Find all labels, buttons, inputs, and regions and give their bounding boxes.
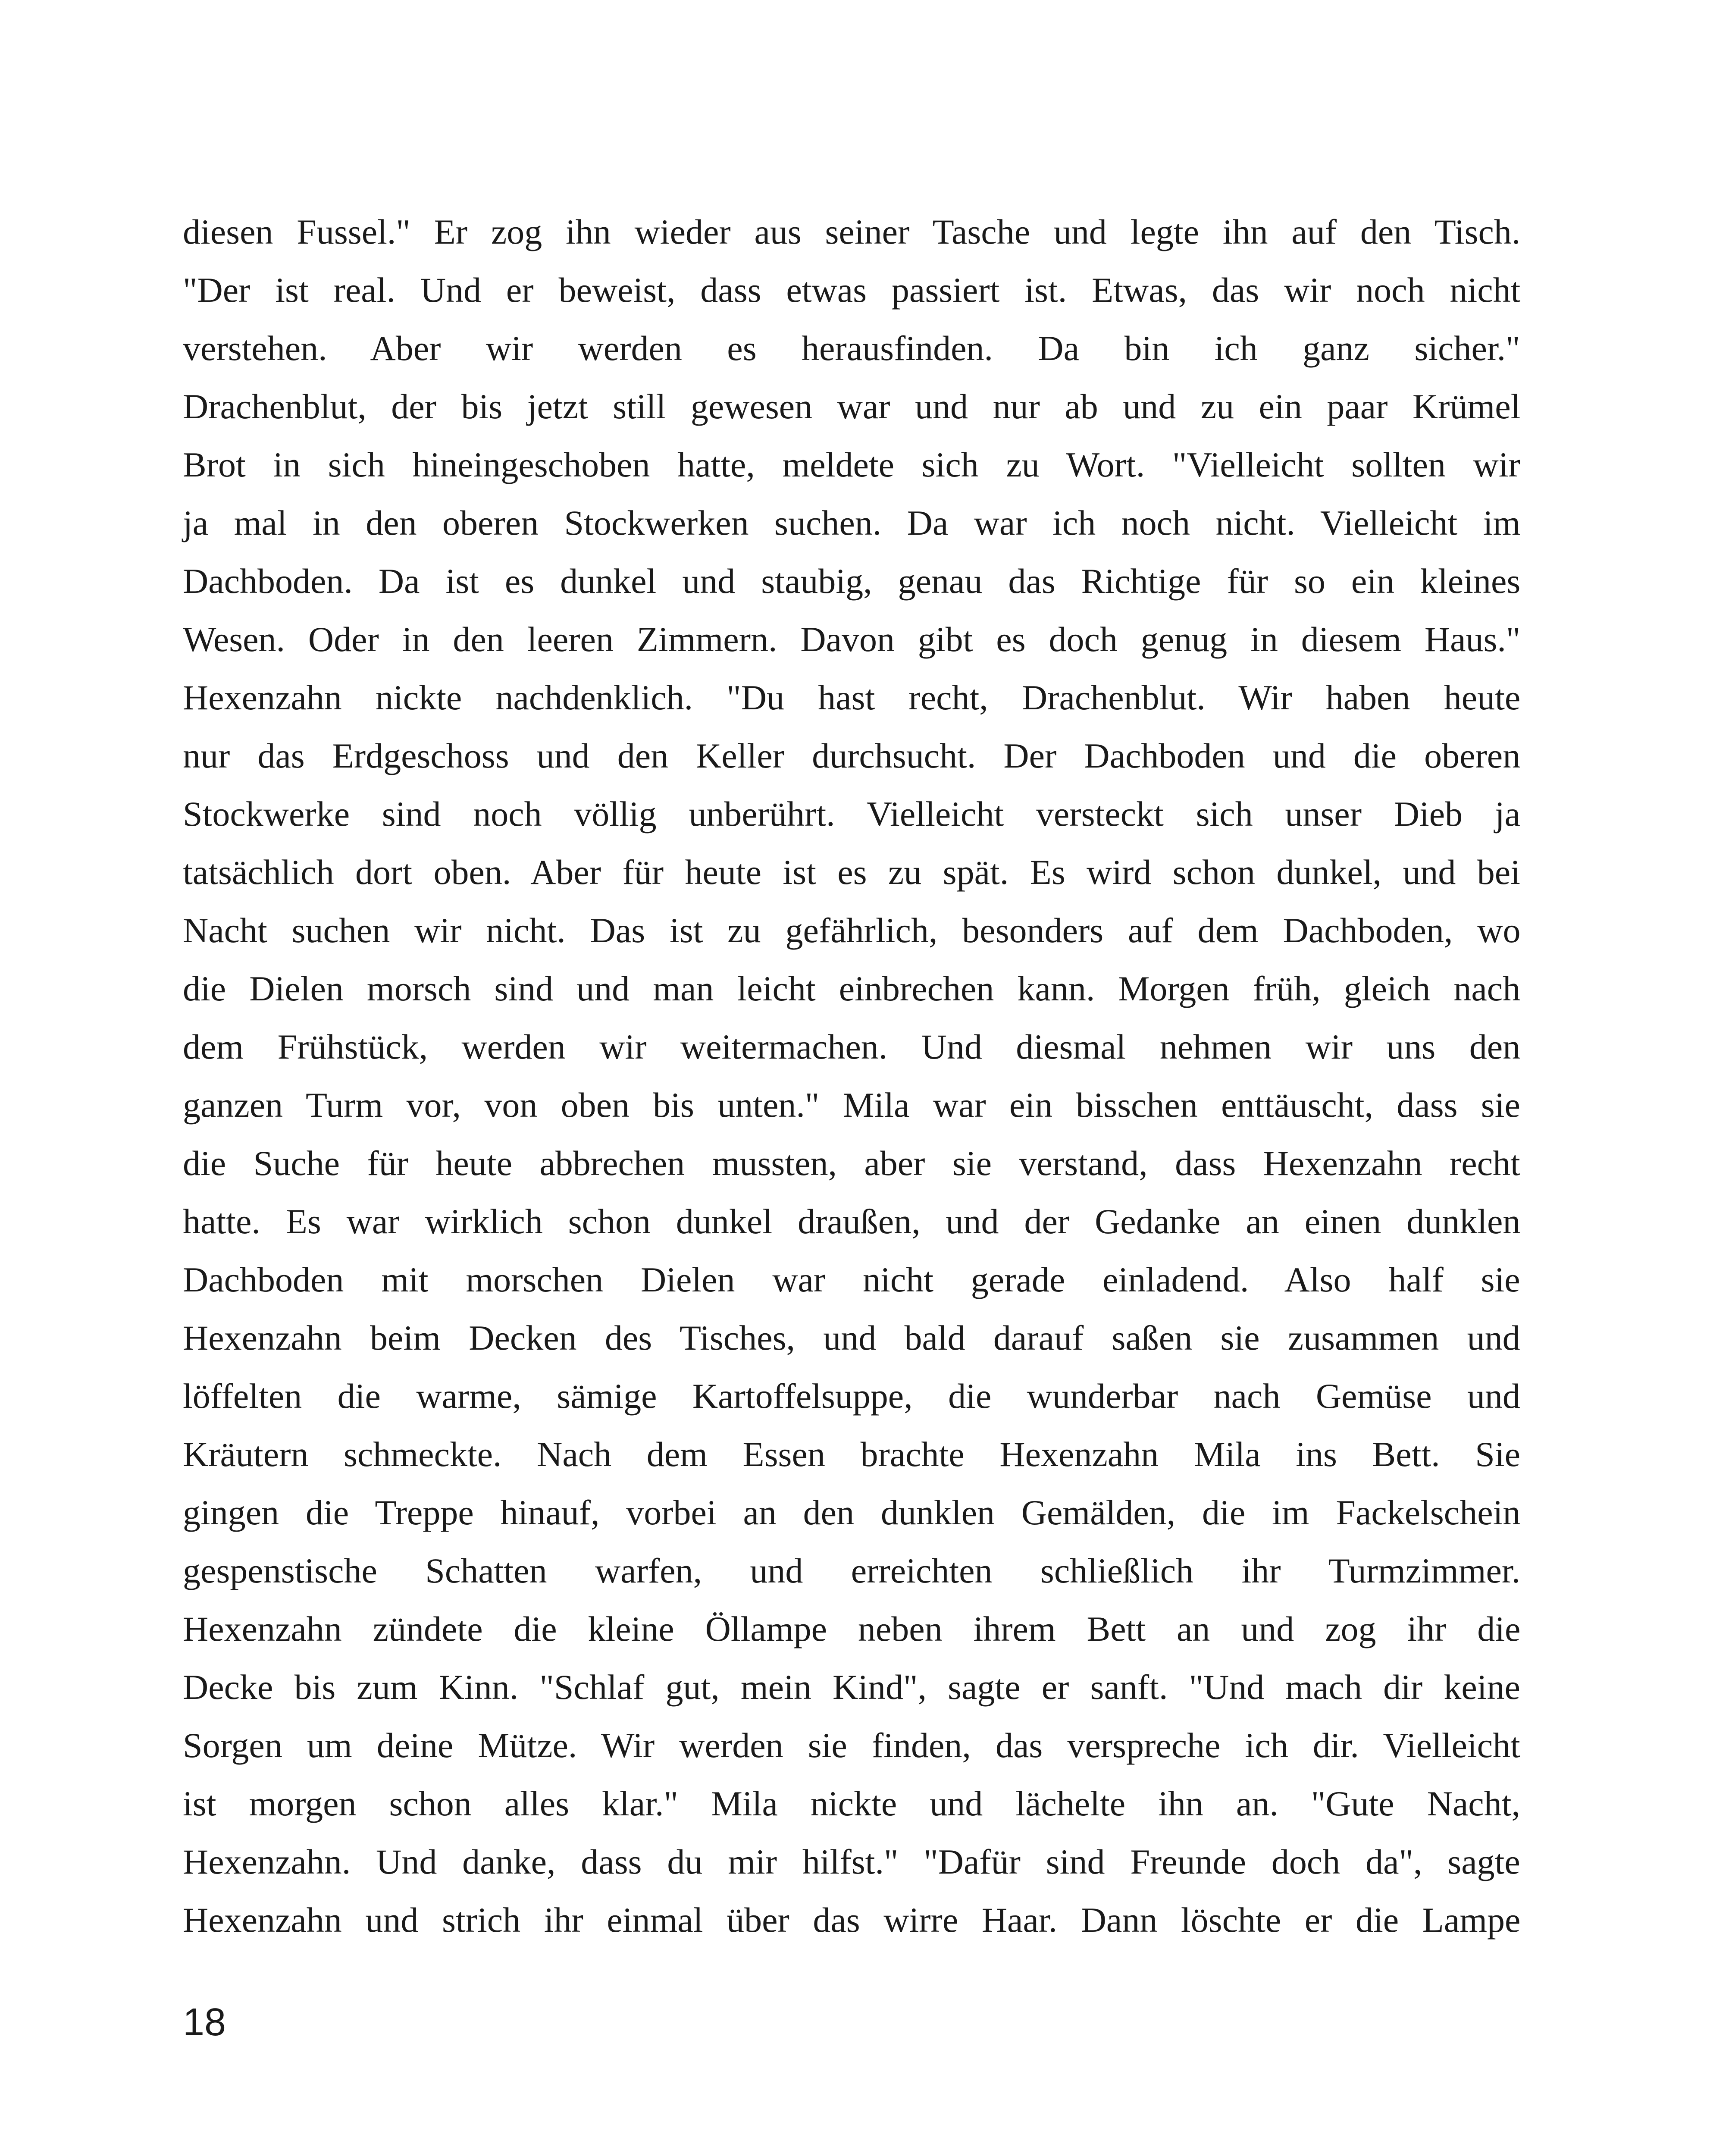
text-line: Hexenzahn und strich ihr einmal über das wirre Haar. Dann löschte er die Lampe — [183, 1900, 1521, 1940]
text-line: "Der ist real. Und er beweist, dass etwas passiert ist. Etwas, das wir noch nicht — [183, 270, 1521, 310]
text-line: löffelten die warme, sämige Kartoffelsuppe, die wunderbar nach Gemüse und — [183, 1376, 1520, 1416]
text-line: gespenstische Schatten warfen, und erreichten schließlich ihr Turmzimmer. — [183, 1551, 1521, 1590]
text-line: Sorgen um deine Mütze. Wir werden sie finden, das verspreche ich dir. Vielleicht — [183, 1726, 1520, 1765]
body-text — [183, 203, 1520, 1949]
text-line: Stockwerke sind noch völlig unberührt. Vielleicht versteckt sich unser Dieb ja — [183, 794, 1520, 834]
text-line: Dachboden. Da ist es dunkel und staubig, genau das Richtige für so ein kleines — [183, 561, 1521, 601]
text-line: Hexenzahn zündete die kleine Öllampe neben ihrem Bett an und zog ihr die — [183, 1609, 1521, 1648]
text-line: diesen Fussel." Er zog ihn wieder aus seiner Tasche und legte ihn auf den Tisch. — [183, 212, 1521, 251]
text-line: Decke bis zum Kinn. "Schlaf gut, mein Kind", sagte er sanft. "Und mach dir keine — [183, 1667, 1520, 1707]
text-line: ja mal in den oberen Stockwerken suchen. Da war ich noch nicht. Vielleicht im — [183, 503, 1521, 542]
text-line: Hexenzahn beim Decken des Tisches, und bald darauf saßen sie zusammen und — [183, 1318, 1520, 1357]
text-line: gingen die Treppe hinauf, vorbei an den dunklen Gemälden, die im Fackelschein — [183, 1493, 1521, 1532]
text-line: Nacht suchen wir nicht. Das ist zu gefährlich, besonders auf dem Dachboden, wo — [183, 911, 1521, 950]
text-line: verstehen. Aber wir werden es herausfinden. Da bin ich ganz sicher." — [183, 329, 1520, 368]
text-line: hatte. Es war wirklich schon dunkel draußen, und der Gedanke an einen dunklen — [183, 1202, 1521, 1241]
text-line: dem Frühstück, werden wir weitermachen. Und diesmal nehmen wir uns den — [183, 1027, 1521, 1066]
text-line: Kräutern schmeckte. Nach dem Essen brachte Hexenzahn Mila ins Bett. Sie — [183, 1435, 1521, 1474]
text-line: tatsächlich dort oben. Aber für heute ist es zu spät. Es wird schon dunkel, und bei — [183, 852, 1520, 892]
text-line: Hexenzahn nickte nachdenklich. "Du hast recht, Drachenblut. Wir haben heute — [183, 678, 1521, 717]
text-line: ganzen Turm vor, von oben bis unten." Mila war ein bisschen enttäuscht, dass sie — [183, 1085, 1520, 1125]
text-line: Hexenzahn. Und danke, dass du mir hilfst." "Dafür sind Freunde doch da", sagte — [183, 1842, 1520, 1881]
text-line: nur das Erdgeschoss und den Keller durchsucht. Der Dachboden und die oberen — [183, 736, 1521, 775]
text-line: Drachenblut, der bis jetzt still gewesen war und nur ab und zu ein paar Krümel — [183, 387, 1521, 426]
text-line: ist morgen schon alles klar." Mila nickte und lächelte ihn an. "Gute Nacht, — [183, 1784, 1520, 1823]
page-number: 18 — [183, 2001, 226, 2044]
text-line: die Suche für heute abbrechen mussten, aber sie verstand, dass Hexenzahn recht — [183, 1144, 1520, 1183]
text-line: Wesen. Oder in den leeren Zimmern. Davon gibt es doch genug in diesem Haus." — [183, 620, 1521, 659]
text-line: die Dielen morsch sind und man leicht einbrechen kann. Morgen früh, gleich nach — [183, 969, 1521, 1008]
text-line: Dachboden mit morschen Dielen war nicht gerade einladend. Also half sie — [183, 1260, 1520, 1299]
text-line: Brot in sich hineingeschoben hatte, meldete sich zu Wort. "Vielleicht sollten wir — [183, 445, 1520, 484]
